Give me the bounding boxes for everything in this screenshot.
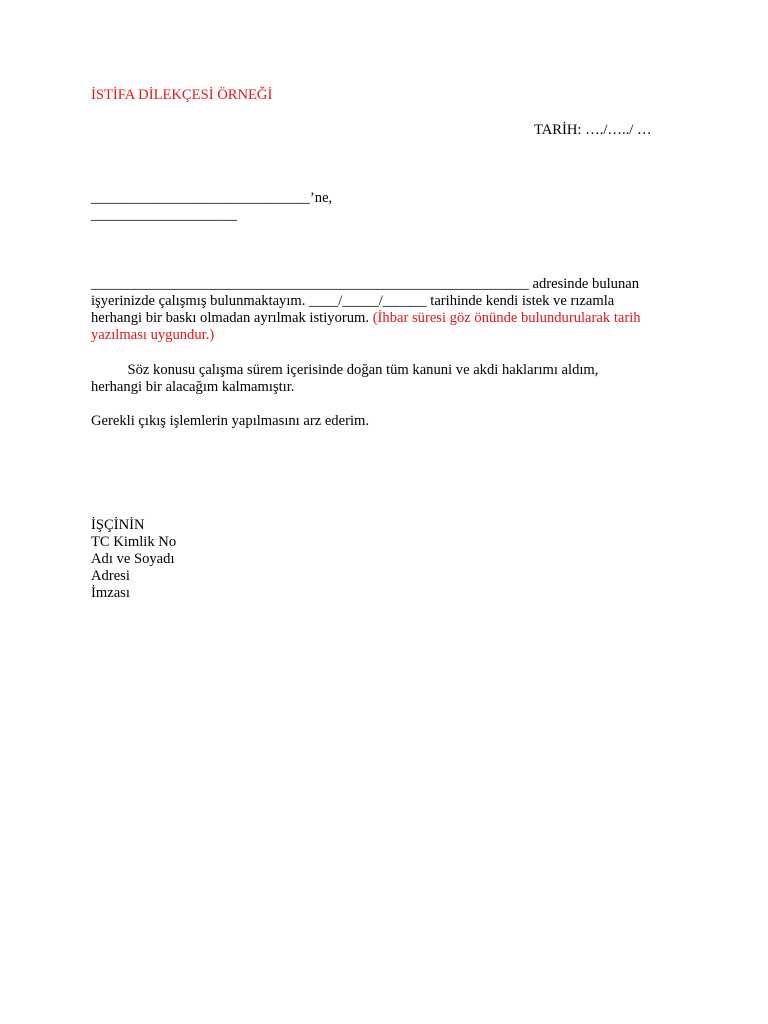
signature-heading: İŞÇİNİN [91, 517, 145, 533]
notice-period-note-end: yazılması uygundur.) [91, 327, 215, 343]
paragraph-1-line-3 [91, 310, 641, 327]
signature-address-label: Adresi [91, 568, 130, 584]
paragraph-2-line-1: Söz konusu çalışma sürem içerisinde doğan tüm kanuni ve akdi haklarımı aldım, [91, 362, 599, 378]
addressee-line-2: ____________________ [91, 207, 237, 223]
date-line: TARİH: …./…../ … [534, 122, 652, 138]
signature-sign-label: İmzası [91, 585, 130, 601]
paragraph-1-line-1: ____________________________________________________________ adresinde bulunan [91, 276, 640, 292]
paragraph-1-line-2: işyerinizde çalışmış bulunmaktayım. ____/_____/______ tarihinde kendi istek ve rızamla [91, 293, 615, 309]
paragraph-2-line-2: herhangi bir alacağım kalmamıştır. [91, 379, 295, 395]
paragraph-3: Gerekli çıkış işlemlerin yapılmasını arz ederim. [91, 413, 370, 429]
notice-period-note: (İhbar süresi göz önünde bulundurularak tarih [372, 310, 641, 326]
signature-id-label: TC Kimlik No [91, 534, 177, 550]
paragraph-1-line-3-text: herhangi bir baskı olmadan ayrılmak istiyorum. [91, 310, 373, 326]
document-title: İSTİFA DİLEKÇESİ ÖRNEĞİ [91, 87, 273, 103]
addressee-line-1: ______________________________’ne, [91, 190, 333, 206]
signature-name-label: Adı ve Soyadı [91, 551, 175, 567]
